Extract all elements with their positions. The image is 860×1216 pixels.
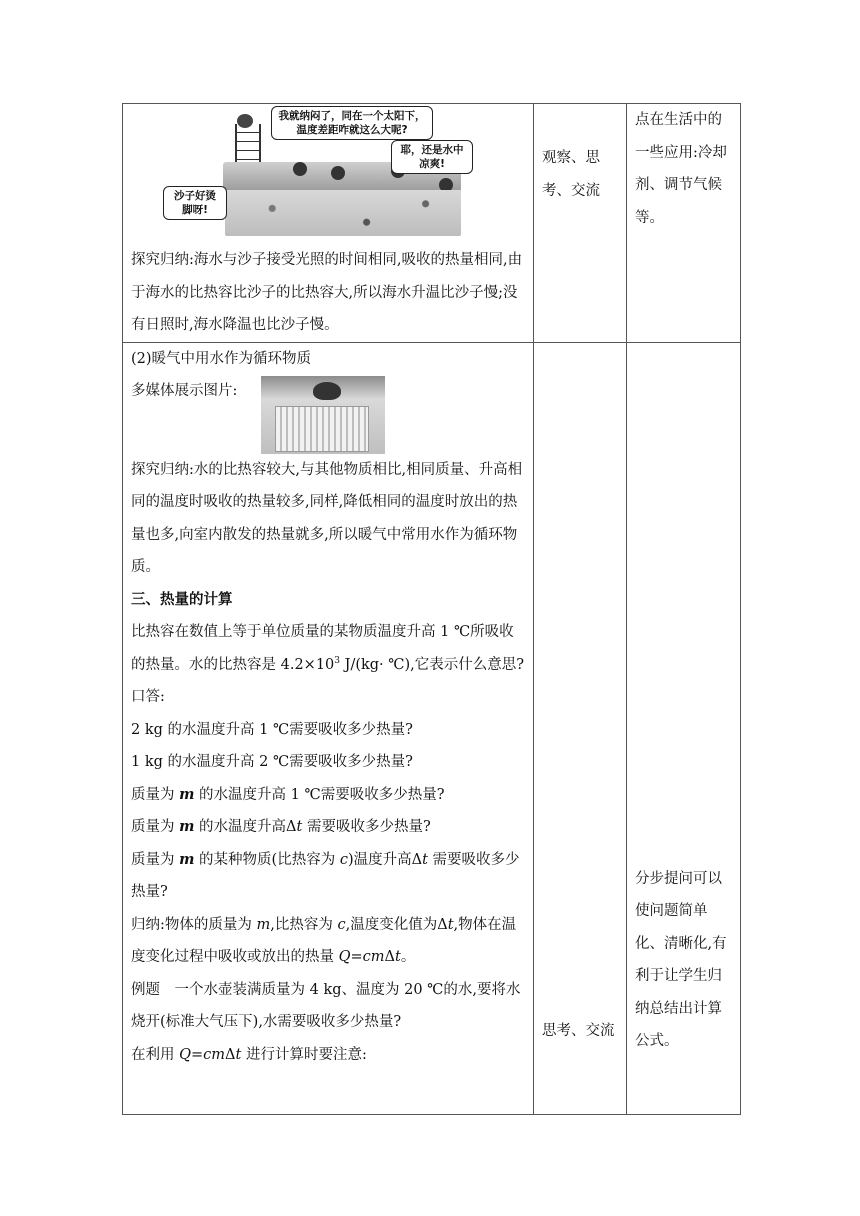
- note-cell: [627, 104, 741, 343]
- question-4: 质量为 m 的水温度升高Δt 需要吸收多少热量?: [131, 818, 431, 835]
- speech-bubble-top: 我就纳闷了，同在一个太阳下，温度差距咋就这么大呢?: [271, 106, 433, 140]
- plant-icon: [313, 382, 341, 400]
- summary-text: 探究归纳:水的比热容较大,与其他物质相比,相同质量、升高相同的温度时吸收的热量较多,同样,降低相同的温度时放出的热量也多,向室内散发的热量就多,所以暖气中常用水作为循环物质。: [131, 461, 523, 575]
- section-title: 三、热量的计算: [131, 590, 233, 608]
- conclusion-text: 归纳:物体的质量为 m,比热容为 c,温度变化值为Δt,物体在温度变化过程中吸收或放出的热量 Q=cmΔt。: [131, 916, 517, 965]
- content-cell: [123, 342, 534, 1114]
- question-3: 质量为 m 的水温度升高 1 ℃需要吸收多少热量?: [131, 785, 445, 803]
- question-5: 质量为 m 的某种物质(比热容为 c)温度升高Δt 需要吸收多少热量?: [131, 850, 520, 900]
- activity-cell: [534, 104, 627, 343]
- lesson-table: [122, 103, 741, 1115]
- person-icon: [237, 114, 253, 128]
- content-cell: [123, 104, 534, 343]
- activity-text: 观察、思考、交流: [542, 150, 600, 199]
- note-cell: [627, 342, 741, 1114]
- question-2: 1 kg 的水温度升高 2 ℃需要吸收多少热量?: [131, 754, 413, 770]
- activity-cell: [534, 342, 627, 1114]
- summary-text: 探究归纳:海水与沙子接受光照的时间相同,吸收的热量相同,由于海水的比热容比沙子的比热容大,所以海水升温比沙子慢;没有日照时,海水降温也比沙子慢。: [131, 252, 523, 333]
- note-text: 分步提问可以使问题简单化、清晰化,有利于让学生归纳总结出计算公式。: [635, 870, 727, 1049]
- beach-illustration: [163, 104, 463, 244]
- swimmer-icon: [331, 166, 345, 180]
- table-row: [123, 104, 741, 343]
- swimmer-icon: [293, 162, 307, 176]
- question-1: 2 kg 的水温度升高 1 ℃需要吸收多少热量?: [131, 721, 413, 738]
- activity-text: 思考、交流: [542, 1022, 615, 1039]
- oral-label: 口答:: [131, 689, 165, 705]
- radiator-icon: [275, 406, 369, 452]
- example-text: 例题 一个水壶装满质量为 4 kg、温度为 20 ℃的水,要将水烧开(标准大气压下),水需要吸收多少热量?: [131, 981, 521, 1030]
- calc-note: 在利用 Q=cmΔt 进行计算时要注意:: [131, 1046, 367, 1063]
- speech-bubble-left: 沙子好烫脚呀!: [163, 186, 227, 220]
- media-label: 多媒体展示图片:: [131, 383, 238, 399]
- note-text: 点在生活中的一些应用:冷却剂、调节气候等。: [635, 112, 727, 226]
- radiator-image: [261, 376, 385, 454]
- speech-bubble-right: 耶，还是水中凉爽!: [391, 140, 473, 174]
- table-row: [123, 342, 741, 1114]
- subheading: (2)暖气中用水作为循环物质: [131, 350, 312, 367]
- sand-image: [225, 190, 461, 236]
- intro-text: 比热容在数值上等于单位质量的某物质温度升高 1 ℃所吸收的热量。水的比热容是 $4.2\times 10^3$ J/(kg· ℃),它表示什么意思?: [131, 624, 525, 673]
